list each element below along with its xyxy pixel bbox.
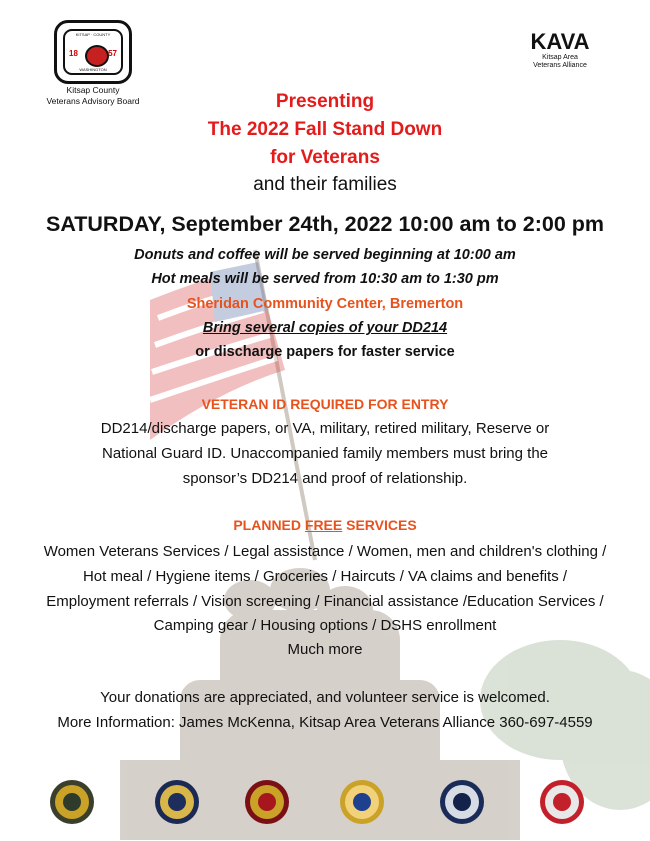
space-force-seal-icon <box>440 780 484 824</box>
meals-info: Hot meals will be served from 10:30 am to 1:30 pm <box>151 271 499 287</box>
kava-name: KAVA <box>530 29 590 54</box>
header-event-name: The 2022 Fall Stand Down <box>207 119 443 140</box>
eagle-icon <box>85 45 109 67</box>
services-line1: Women Veterans Services / Legal assistance / Women, men and children's clothing / <box>43 543 607 560</box>
badge-left-number: 18 <box>69 49 78 58</box>
badge-bottom-text: WASHINGTON <box>79 67 107 72</box>
kava-line2: Veterans Alliance <box>533 62 587 69</box>
kava-logo <box>515 30 605 70</box>
navy-seal-icon <box>155 780 199 824</box>
services-line4: Camping gear / Housing options / DSHS enrollment <box>153 617 497 634</box>
army-seal-icon <box>50 780 94 824</box>
id-heading: VETERAN ID REQUIRED FOR ENTRY <box>201 396 449 412</box>
badge-right-number: 57 <box>108 49 117 58</box>
event-date-time: SATURDAY, September 24th, 2022 10:00 am to 2:00 pm <box>45 212 605 236</box>
id-line2: National Guard ID. Unaccompanied family members must bring the <box>101 445 549 462</box>
coast-guard-seal-icon <box>540 780 584 824</box>
services-line2: Hot meal / Hygiene items / Groceries / Haircuts / VA claims and benefits / <box>82 568 568 585</box>
header-presenting: Presenting <box>275 91 375 112</box>
services-heading-post: SERVICES <box>342 517 417 533</box>
services-heading-pre: PLANNED <box>233 517 305 533</box>
id-line3: sponsor’s DD214 and proof of relationship. <box>182 470 468 487</box>
logo-caption-line2: Veterans Advisory Board <box>46 96 140 106</box>
bring-dd214: Bring several copies of your DD214 <box>202 320 448 336</box>
kava-line1: Kitsap Area <box>542 54 578 61</box>
contact-info: More Information: James McKenna, Kitsap Area Veterans Alliance 360-697-4559 <box>57 714 593 731</box>
discharge-papers: or discharge papers for faster service <box>195 344 455 360</box>
donuts-info: Donuts and coffee will be served beginning at 10:00 am <box>134 247 516 263</box>
marine-corps-seal-icon <box>245 780 289 824</box>
services-line5: Much more <box>287 641 363 658</box>
services-line3: Employment referrals / Vision screening / Financial assistance /Education Services / <box>46 593 604 610</box>
id-line1: DD214/discharge papers, or VA, military, retired military, Reserve or <box>100 420 550 437</box>
event-location: Sheridan Community Center, Bremerton <box>186 296 464 312</box>
services-heading-free: FREE <box>304 517 343 533</box>
badge-top-text: KITSAP · COUNTY <box>75 32 111 37</box>
air-force-seal-icon <box>340 780 384 824</box>
header-families: and their families <box>253 174 397 195</box>
header-for-veterans: for Veterans <box>270 147 380 168</box>
donations-note: Your donations are appreciated, and volunteer service is welcomed. <box>100 689 550 706</box>
veterans-board-badge-icon <box>54 20 132 84</box>
services-heading <box>0 517 650 533</box>
logo-caption-line1: Kitsap County <box>66 85 120 95</box>
